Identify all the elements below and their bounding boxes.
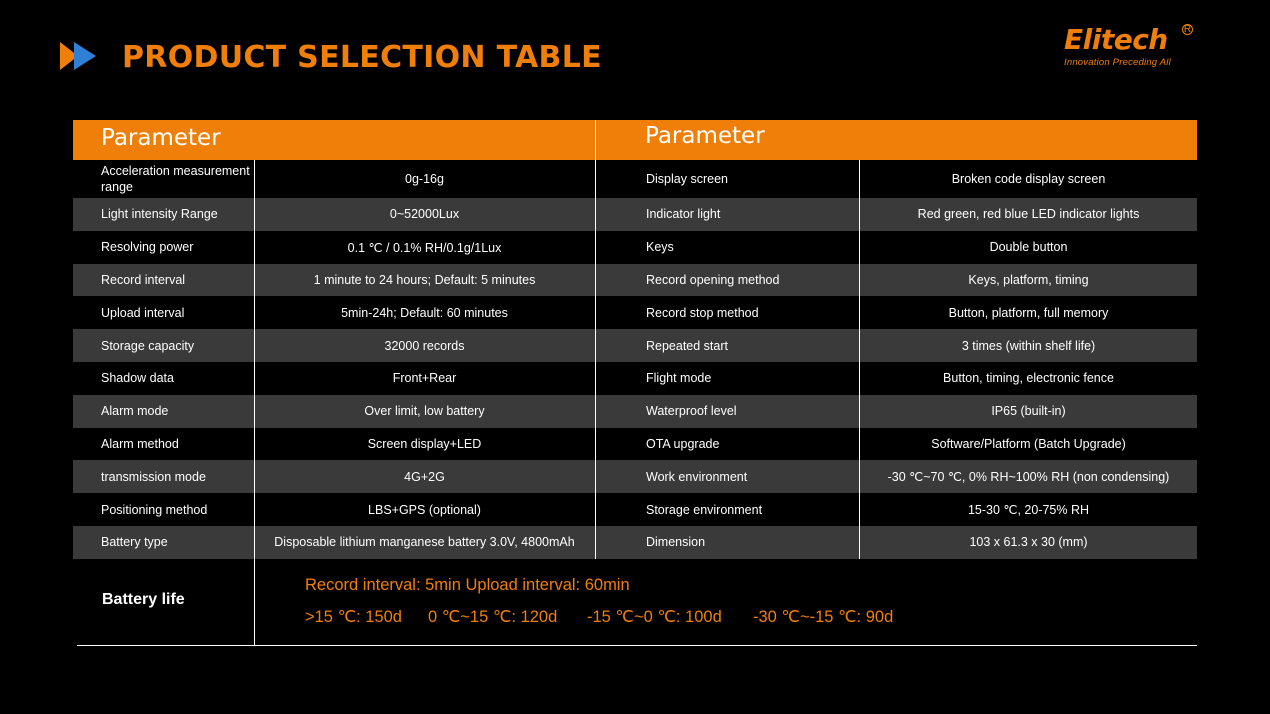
column-divider <box>595 460 596 493</box>
row-value-left: Front+Rear <box>392 371 457 386</box>
row-param-left: Resolving power <box>101 240 194 255</box>
column-divider <box>254 160 255 198</box>
table-row <box>73 460 1197 493</box>
column-divider <box>254 231 255 264</box>
battery-range: >15 ℃: 150d <box>305 607 402 626</box>
column-divider <box>859 395 860 428</box>
column-divider <box>254 198 255 231</box>
registered-mark: R <box>1183 24 1192 35</box>
page-title: PRODUCT SELECTION TABLE <box>122 40 602 75</box>
row-value-right: -30 ℃~70 ℃, 0% RH~100% RH (non condensing) <box>887 470 1170 485</box>
column-divider <box>254 362 255 395</box>
row-param-right: Flight mode <box>646 371 712 386</box>
row-param-right: Storage environment <box>646 502 763 517</box>
row-value-left: 0g-16g <box>405 172 444 186</box>
row-param-left: Storage capacity <box>101 338 195 353</box>
row-value-left: 0.1 ℃ / 0.1% RH/0.1g/1Lux <box>347 240 502 255</box>
row-param-right: Work environment <box>646 469 748 484</box>
header-parameter-left: Parameter <box>101 125 221 151</box>
column-divider <box>254 428 255 461</box>
table-row <box>73 160 1197 198</box>
column-divider <box>254 526 255 559</box>
row-value-right: Software/Platform (Batch Upgrade) <box>931 436 1126 451</box>
table-row <box>73 231 1197 264</box>
column-divider <box>859 198 860 231</box>
column-divider <box>859 493 860 526</box>
row-param-left: Light intensity Range <box>101 207 218 222</box>
table-body <box>73 160 1197 559</box>
row-value-right: 103 x 61.3 x 30 (mm) <box>969 535 1088 550</box>
header-divider <box>595 120 596 160</box>
row-value-right: Button, timing, electronic fence <box>943 371 1114 386</box>
row-param-right: OTA upgrade <box>646 436 720 451</box>
column-divider <box>254 395 255 428</box>
row-param-right: Dimension <box>646 535 706 550</box>
row-param-left: Upload interval <box>101 305 185 320</box>
table-row <box>73 329 1197 362</box>
row-param-right: Display screen <box>646 172 728 186</box>
row-param-left: Acceleration measurement range <box>101 164 250 194</box>
column-divider <box>859 296 860 329</box>
row-value-right: Broken code display screen <box>951 172 1106 186</box>
row-param-left: Battery type <box>101 535 168 550</box>
logo-tagline: Innovation Preceding All <box>1064 57 1171 68</box>
column-divider <box>595 296 596 329</box>
column-divider <box>859 526 860 559</box>
row-param-left: Alarm mode <box>101 404 169 419</box>
column-divider <box>595 395 596 428</box>
row-value-right: IP65 (built-in) <box>991 404 1066 419</box>
column-divider <box>254 329 255 362</box>
column-divider <box>254 493 255 526</box>
brand-logo <box>1064 24 1204 74</box>
battery-range: -30 ℃~-15 ℃: 90d <box>753 607 894 626</box>
row-value-left: 4G+2G <box>404 469 445 484</box>
column-divider <box>595 493 596 526</box>
column-divider <box>595 264 596 297</box>
table-row <box>73 428 1197 461</box>
column-divider <box>859 362 860 395</box>
row-value-left: 5min-24h; Default: 60 minutes <box>341 305 508 320</box>
table-row <box>73 296 1197 329</box>
row-param-right: Waterproof level <box>646 404 737 419</box>
column-divider <box>859 329 860 362</box>
row-value-left: Over limit, low battery <box>364 404 485 419</box>
table-row <box>73 198 1197 231</box>
table-row <box>73 362 1197 395</box>
column-divider <box>859 160 860 198</box>
row-value-right: Button, platform, full memory <box>948 305 1109 320</box>
column-divider <box>254 559 255 645</box>
column-divider <box>595 428 596 461</box>
row-param-left: transmission mode <box>101 469 206 484</box>
column-divider <box>595 526 596 559</box>
logo-name: Elitech <box>1064 23 1168 56</box>
row-param-right: Record opening method <box>646 272 780 287</box>
row-value-right: 15-30 ℃, 20-75% RH <box>967 503 1090 518</box>
row-param-left: Positioning method <box>101 502 208 517</box>
row-param-right: Record stop method <box>646 305 759 320</box>
row-value-left: Disposable lithium manganese battery 3.0V, 4800mAh <box>274 535 575 550</box>
row-param-right: Repeated start <box>646 338 728 353</box>
column-divider <box>595 362 596 395</box>
battery-interval-note: Record interval: 5min Upload interval: 60min <box>305 575 630 594</box>
table-row <box>73 395 1197 428</box>
row-value-left: 1 minute to 24 hours; Default: 5 minutes <box>313 272 536 287</box>
row-value-right: 3 times (within shelf life) <box>961 338 1096 353</box>
row-param-right: Keys <box>646 240 674 255</box>
column-divider <box>595 198 596 231</box>
column-divider <box>859 264 860 297</box>
battery-range: -15 ℃~0 ℃: 100d <box>587 607 722 626</box>
row-param-left: Record interval <box>101 272 186 287</box>
column-divider <box>595 231 596 264</box>
row-value-left: 0~52000Lux <box>389 207 460 222</box>
row-value-right: Red green, red blue LED indicator lights <box>917 207 1140 222</box>
column-divider <box>859 231 860 264</box>
product-selection-table <box>73 120 1197 647</box>
column-divider <box>254 296 255 329</box>
row-value-left: LBS+GPS (optional) <box>368 502 481 517</box>
row-param-right: Indicator light <box>646 207 721 222</box>
table-row <box>73 264 1197 297</box>
row-value-left: Screen display+LED <box>367 436 482 451</box>
table-header <box>73 120 1197 160</box>
column-divider <box>859 428 860 461</box>
double-chevron-icon <box>60 42 100 70</box>
table-row <box>73 526 1197 559</box>
battery-ranges <box>305 607 893 627</box>
row-param-left: Shadow data <box>101 371 174 386</box>
column-divider <box>254 264 255 297</box>
column-divider <box>254 460 255 493</box>
bottom-rule <box>77 645 1197 646</box>
battery-life-label: Battery life <box>102 590 185 608</box>
row-value-right: Keys, platform, timing <box>968 272 1089 287</box>
column-divider <box>859 460 860 493</box>
battery-life-section <box>73 559 1197 647</box>
column-divider <box>595 160 596 198</box>
table-row <box>73 493 1197 526</box>
row-value-left: 32000 records <box>384 338 465 353</box>
row-param-left: Alarm method <box>101 436 179 451</box>
row-value-right: Double button <box>989 240 1068 255</box>
column-divider <box>595 329 596 362</box>
header-parameter-right: Parameter <box>645 123 765 149</box>
battery-range: 0 ℃~15 ℃: 120d <box>428 607 558 626</box>
